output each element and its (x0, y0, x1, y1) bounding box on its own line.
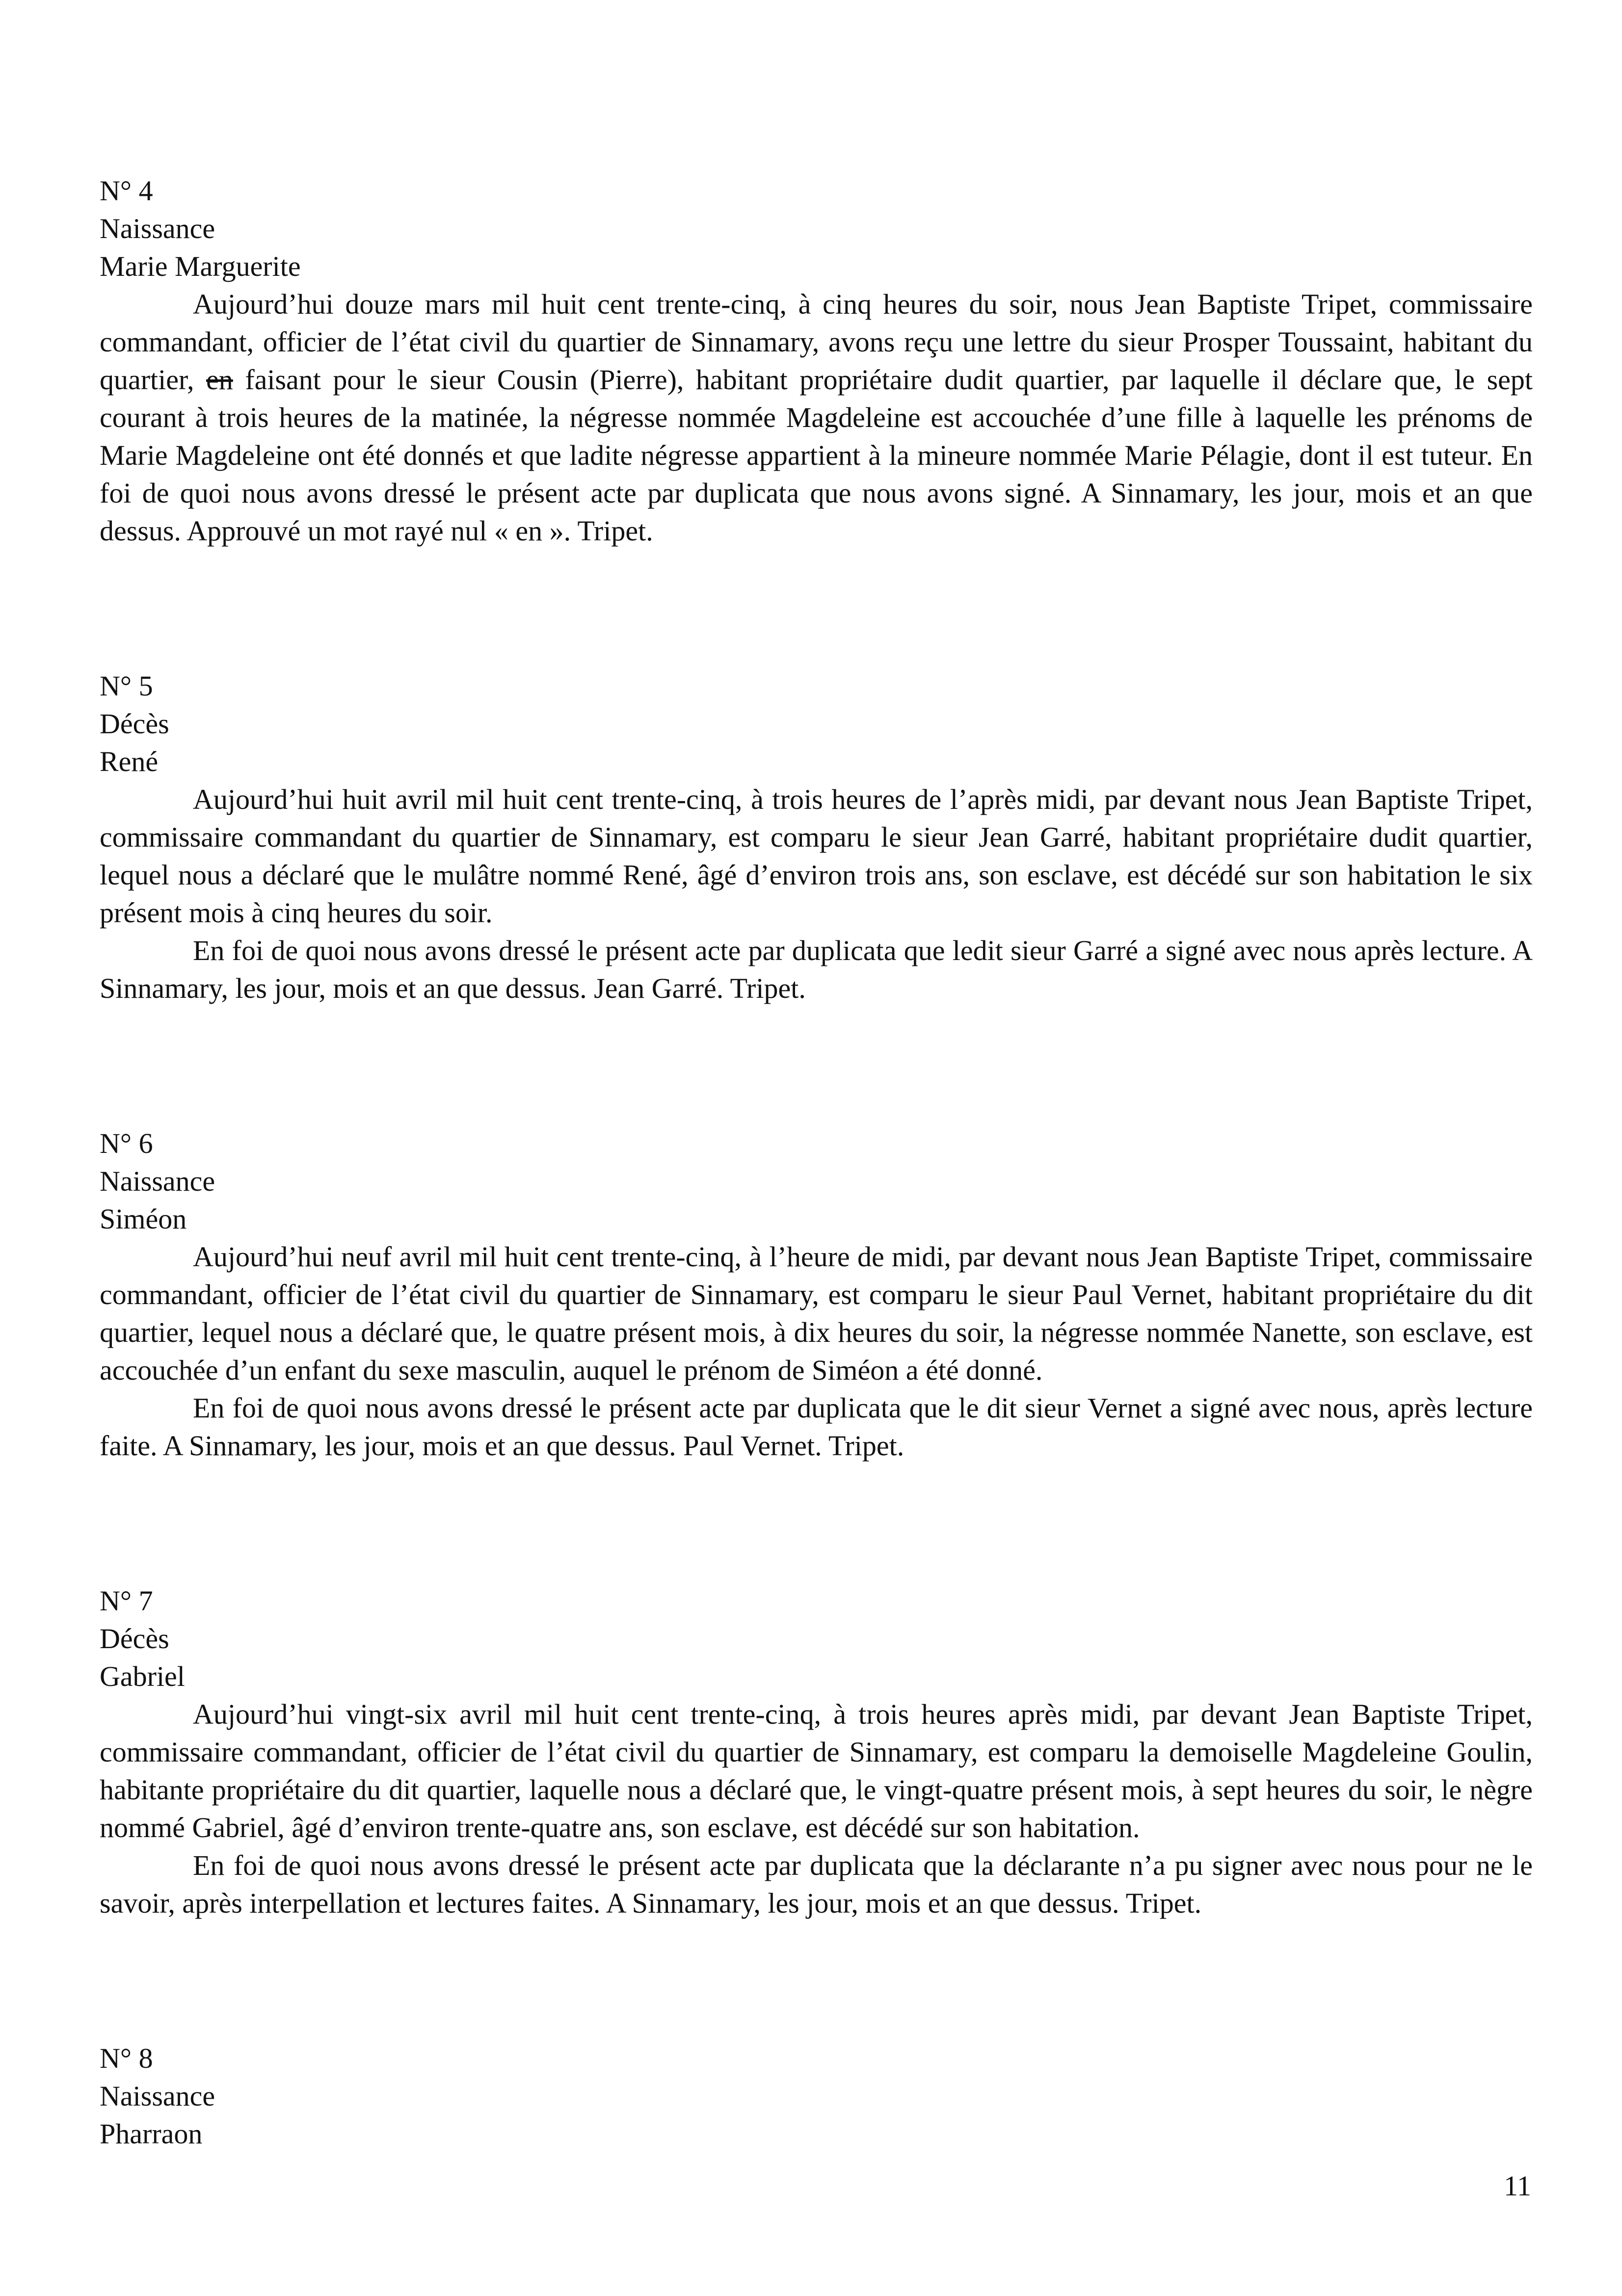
entry-name: Marie Marguerite (100, 250, 301, 282)
entry-name: René (100, 746, 159, 777)
entry-paragraph: En foi de quoi nous avons dressé le présent acte par duplicata que ledit sieur Garré a signé avec nous après lecture. A Sinnamary, les jour, mois et an que dessus. Jean Garré. Tripet. (100, 934, 1533, 1004)
entry-name: Gabriel (100, 1660, 185, 1692)
entry-paragraph: Aujourd’hui huit avril mil huit cent trente-cinq, à trois heures de l’après midi, par devant nous Jean Baptiste Tripet, commissaire commandant du quartier de Sinnamary, est comparu le sieur Jean Garré, habitant propriétaire dudit quartier, lequel nous a déclaré que le mulâtre nommé René, âgé d’environ trois ans, son esclave, est décédé sur son habitation le six présent mois à cinq heures du soir. (100, 783, 1533, 929)
document-body (100, 172, 1533, 2270)
paragraph-text: Aujourd’hui douze mars mil huit cent trente-cinq, à cinq heures du soir, nous Jean Baptiste Tripet, commissaire commandant, officier de l’état civil du quartier de Sinnamary, avons reçu une lettre du sieur Prosper Toussaint, habitant du quartier, (100, 288, 1533, 396)
entry-number: N° 5 (100, 670, 153, 702)
register-entry (100, 2039, 1533, 2153)
entry-paragraph: Aujourd’hui neuf avril mil huit cent trente-cinq, à l’heure de midi, par devant nous Jean Baptiste Tripet, commissaire commandant, officier de l’état civil du quartier de Sinnamary, est comparu le sieur Paul Vernet, habitant propriétaire du dit quartier, lequel nous a déclaré que, le quatre présent mois, à dix heures du soir, la négresse nommée Nanette, son esclave, est accouchée d’un enfant du sexe masculin, auquel le prénom de Siméon a été donné. (100, 1241, 1533, 1386)
entry-type: Décès (100, 1623, 169, 1655)
entry-number: N° 4 (100, 175, 153, 207)
struck-word: en (206, 364, 233, 396)
entry-paragraph: En foi de quoi nous avons dressé le présent acte par duplicata que le dit sieur Vernet a signé avec nous, après lecture faite. A Sinnamary, les jour, mois et an que dessus. Paul Vernet. Tripet. (100, 1392, 1533, 1462)
entry-type: Naissance (100, 213, 215, 244)
entry-number: N° 7 (100, 1585, 153, 1617)
entry-type: Naissance (100, 1165, 215, 1197)
entry-name: Siméon (100, 1203, 187, 1235)
register-entry (100, 1124, 1533, 1465)
entry-paragraph: Aujourd’hui vingt-six avril mil huit cent trente-cinq, à trois heures après midi, par devant Jean Baptiste Tripet, commissaire commandant, officier de l’état civil du quartier de Sinnamary, est comparu la demoiselle Magdeleine Goulin, habitante propriétaire du dit quartier, laquelle nous a déclaré que, le vingt-quatre présent mois, à sept heures du soir, le nègre nommé Gabriel, âgé d’environ trente-quatre ans, son esclave, est décédé sur son habitation. (100, 1698, 1533, 1843)
entry-type: Décès (100, 708, 169, 740)
entry-number: N° 6 (100, 1127, 153, 1159)
entry-number: N° 8 (100, 2042, 153, 2074)
page-number: 11 (1504, 2170, 1531, 2202)
entry-paragraph (100, 285, 1533, 550)
paragraph-text: faisant pour le sieur Cousin (Pierre), habitant propriétaire dudit quartier, par laquelle il déclare que, le sept courant à trois heures de la matinée, la négresse nommée Magdeleine est accouchée d’une fille à laquelle les prénoms de Marie Magdeleine ont été donnés et que ladite négresse appartient à la mineure nommée Marie Pélagie, dont il est tuteur. En foi de quoi nous avons dressé le présent acte par duplicata que nous avons signé. A Sinnamary, les jour, mois et an que dessus. Approuvé un mot rayé nul « en ». Tripet. (100, 364, 1533, 547)
register-entry (100, 667, 1533, 1007)
register-entry (100, 1582, 1533, 1922)
entry-name: Pharraon (100, 2118, 203, 2150)
entry-paragraph: En foi de quoi nous avons dressé le présent acte par duplicata que la déclarante n’a pu signer avec nous pour ne le savoir, après interpellation et lectures faites. A Sinnamary, les jour, mois et an que dessus. Tripet. (100, 1849, 1533, 1919)
entry-type: Naissance (100, 2080, 215, 2112)
register-entry (100, 172, 1533, 550)
